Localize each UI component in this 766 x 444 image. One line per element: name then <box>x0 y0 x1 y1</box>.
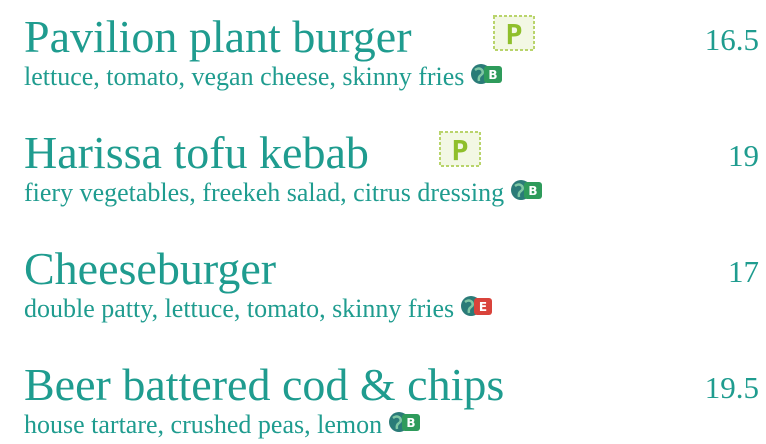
eco-rating-badge <box>388 410 422 440</box>
menu-item-name: Harissa tofu kebab <box>24 127 369 178</box>
eco-rating-badge <box>460 294 494 324</box>
menu-item-description: house tartare, crushed peas, lemon <box>24 410 383 439</box>
menu-item-name: Beer battered cod & chips <box>24 359 505 410</box>
menu-item-name: Cheeseburger <box>24 243 277 294</box>
svg-text:P: P <box>505 18 523 51</box>
svg-text:P: P <box>451 134 469 167</box>
plant-based-icon <box>438 130 482 172</box>
svg-text:B: B <box>488 68 498 82</box>
menu-item-price: 17 <box>728 254 759 289</box>
menu-item <box>24 12 759 92</box>
menu-item-description: double patty, lettuce, tomato, skinny fries <box>24 294 455 323</box>
svg-text:E: E <box>479 300 488 314</box>
menu-item-description: lettuce, tomato, vegan cheese, skinny fries <box>24 62 465 91</box>
menu-item-price: 16.5 <box>704 22 759 57</box>
eco-rating-badge <box>470 62 504 92</box>
svg-text:B: B <box>406 416 416 430</box>
menu-item-price: 19 <box>728 138 759 173</box>
menu-item <box>24 360 759 440</box>
svg-text:B: B <box>528 184 538 198</box>
plant-based-icon <box>492 14 536 56</box>
menu-item <box>24 244 759 324</box>
menu-item-description: fiery vegetables, freekeh salad, citrus dressing <box>24 178 505 207</box>
menu-item-name: Pavilion plant burger <box>24 11 412 62</box>
menu-item <box>24 128 759 208</box>
eco-rating-badge <box>510 178 544 208</box>
menu-item-price: 19.5 <box>704 370 759 405</box>
